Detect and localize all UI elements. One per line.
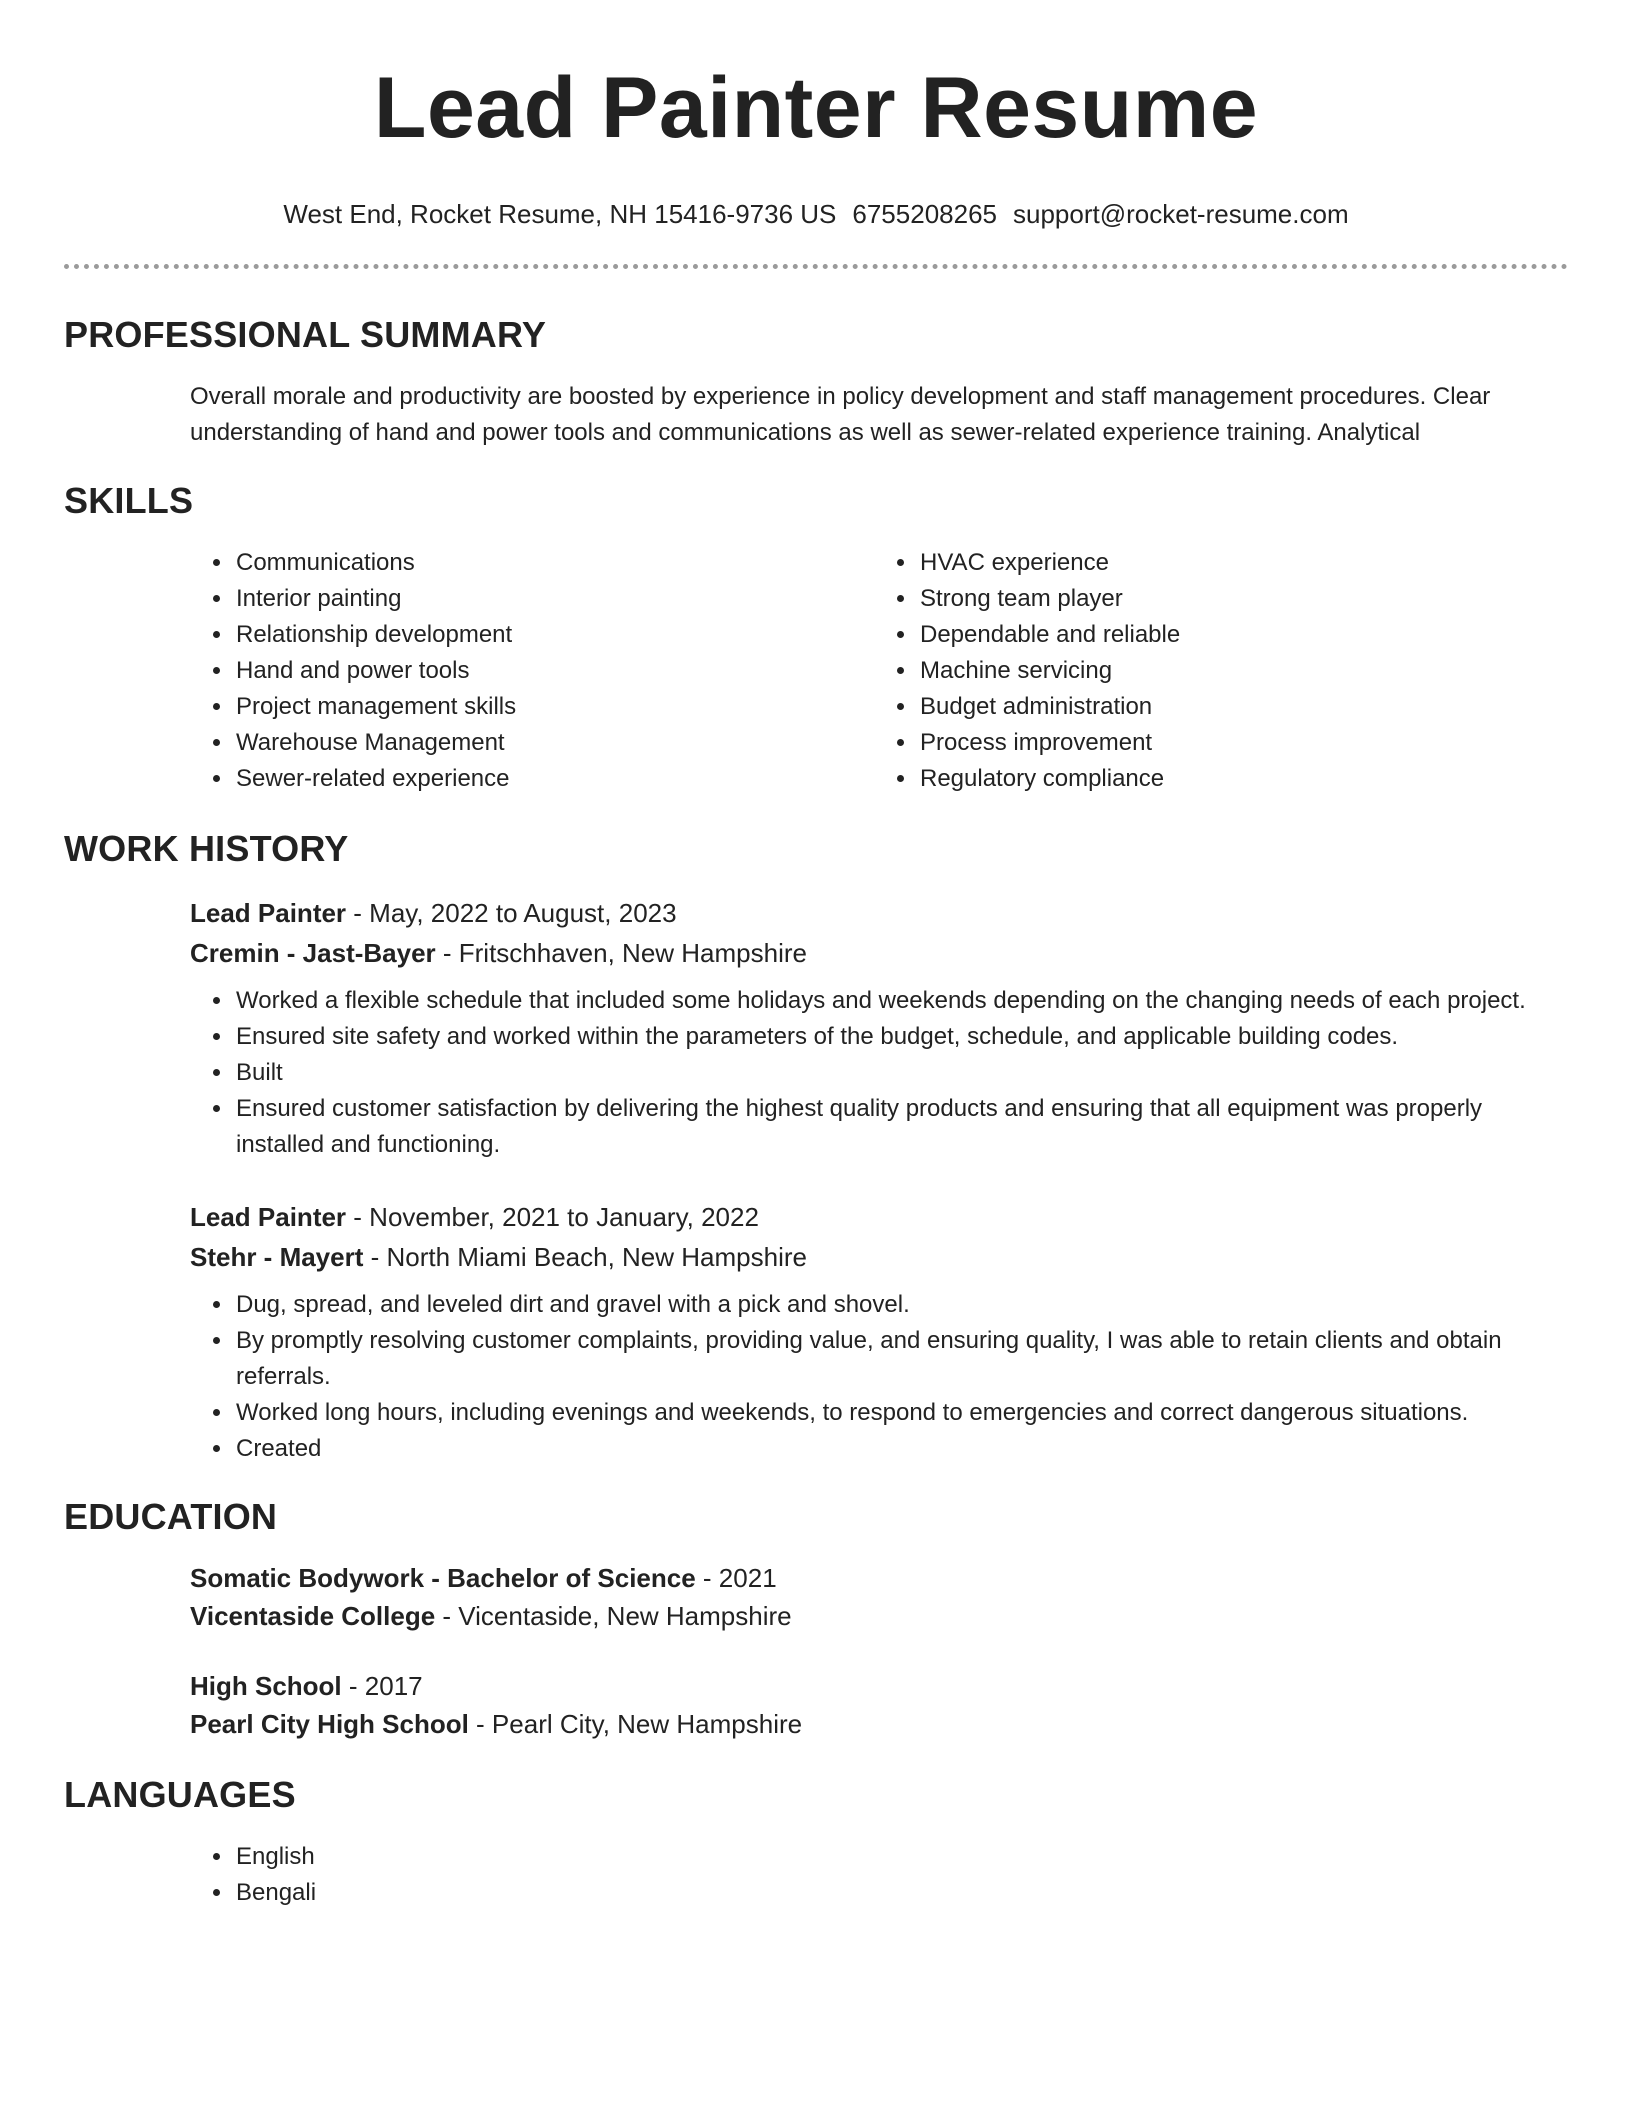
skill-item: • Hand and power tools xyxy=(234,653,744,689)
job-bullet: • Dug, spread, and leveled dirt and gravel with a pick and shovel. xyxy=(234,1287,1568,1323)
language-item: • English xyxy=(234,1839,1568,1875)
education-degree-line xyxy=(190,1667,1568,1705)
skills-column-right xyxy=(744,545,1428,797)
job-bullet: • Ensured site safety and worked within the parameters of the budget, schedule, and applicable building codes. xyxy=(234,1019,1568,1055)
job-bullet: • Ensured customer satisfaction by delivering the highest quality products and ensuring that all equipment was properly installed and functioning. xyxy=(234,1091,1568,1163)
summary-text: Overall morale and productivity are boosted by experience in policy development and staff management procedures. Clear understanding of hand and power tools and communications as well as sewer-related experience training. Analytical xyxy=(190,383,1491,446)
job-bullet: • Built xyxy=(234,1055,1568,1091)
section-title-education: EDUCATION xyxy=(64,1496,278,1537)
section-title-work-history: WORK HISTORY xyxy=(64,828,349,869)
contact-email: support@rocket-resume.com xyxy=(1013,199,1349,229)
job-company-line xyxy=(190,1237,1568,1277)
job-location: - Fritschhaven, New Hampshire xyxy=(435,938,807,968)
job-bullet: • Worked a flexible schedule that included some holidays and weekends depending on the changing needs of each project. xyxy=(234,983,1568,1019)
job-bullets xyxy=(190,1287,1568,1467)
job-title: Lead Painter xyxy=(190,1202,347,1232)
skills-column-left xyxy=(64,545,744,797)
education-location: - Pearl City, New Hampshire xyxy=(468,1709,803,1739)
skill-item: • Sewer-related experience xyxy=(234,761,744,797)
education-year: - 2021 xyxy=(695,1563,777,1593)
skill-item: • Budget administration xyxy=(918,689,1428,725)
skill-item: • HVAC experience xyxy=(918,545,1428,581)
skill-item: • Interior painting xyxy=(234,581,744,617)
job-title-line xyxy=(190,893,1568,933)
education-year: - 2017 xyxy=(341,1671,423,1701)
section-title-skills: SKILLS xyxy=(64,480,194,521)
skill-item: • Dependable and reliable xyxy=(918,617,1428,653)
job-company: Stehr - Mayert xyxy=(190,1242,364,1272)
job-bullet: • Worked long hours, including evenings and weekends, to respond to emergencies and correct dangerous situations. xyxy=(234,1395,1568,1431)
section-title-summary: PROFESSIONAL SUMMARY xyxy=(64,314,547,355)
languages-list xyxy=(64,1839,1568,1911)
education-entry xyxy=(190,1667,1568,1743)
language-item: • Bengali xyxy=(234,1875,1568,1911)
education-school: Vicentaside College xyxy=(190,1601,436,1631)
section-title-languages: LANGUAGES xyxy=(64,1774,296,1815)
skill-item: • Machine servicing xyxy=(918,653,1428,689)
skill-item: • Process improvement xyxy=(918,725,1428,761)
education-school: Pearl City High School xyxy=(190,1709,469,1739)
education-degree-line xyxy=(190,1559,1568,1597)
contact-address: West End, Rocket Resume, NH 15416-9736 US xyxy=(283,199,837,229)
contact-line xyxy=(64,198,1568,230)
education-degree: Somatic Bodywork - Bachelor of Science xyxy=(190,1563,696,1593)
job-bullets xyxy=(190,983,1568,1163)
job-entry xyxy=(190,1197,1568,1467)
job-bullet: • Created xyxy=(234,1431,1568,1467)
skill-item: • Regulatory compliance xyxy=(918,761,1428,797)
education-location: - Vicentaside, New Hampshire xyxy=(435,1601,792,1631)
job-location: - North Miami Beach, New Hampshire xyxy=(363,1242,807,1272)
job-dates: - May, 2022 to August, 2023 xyxy=(346,898,677,928)
job-title-line xyxy=(190,1197,1568,1237)
job-company: Cremin - Jast-Bayer xyxy=(190,938,436,968)
resume-title: Lead Painter Resume xyxy=(373,60,1259,156)
job-title: Lead Painter xyxy=(190,898,347,928)
education-degree: High School xyxy=(190,1671,342,1701)
job-entry xyxy=(190,893,1568,1163)
header-divider xyxy=(64,264,1568,269)
education-school-line xyxy=(190,1705,1568,1743)
skills-grid xyxy=(64,545,1568,797)
contact-phone: 6755208265 xyxy=(852,199,997,229)
job-company-line xyxy=(190,933,1568,973)
skill-item: • Strong team player xyxy=(918,581,1428,617)
skill-item: • Relationship development xyxy=(234,617,744,653)
education-school-line xyxy=(190,1597,1568,1635)
job-bullet: • By promptly resolving customer complaints, providing value, and ensuring quality, I was able to retain clients and obtain referrals. xyxy=(234,1323,1568,1395)
education-entry xyxy=(190,1559,1568,1635)
job-dates: - November, 2021 to January, 2022 xyxy=(346,1202,759,1232)
skill-item: • Warehouse Management xyxy=(234,725,744,761)
skill-item: • Communications xyxy=(234,545,744,581)
skill-item: • Project management skills xyxy=(234,689,744,725)
